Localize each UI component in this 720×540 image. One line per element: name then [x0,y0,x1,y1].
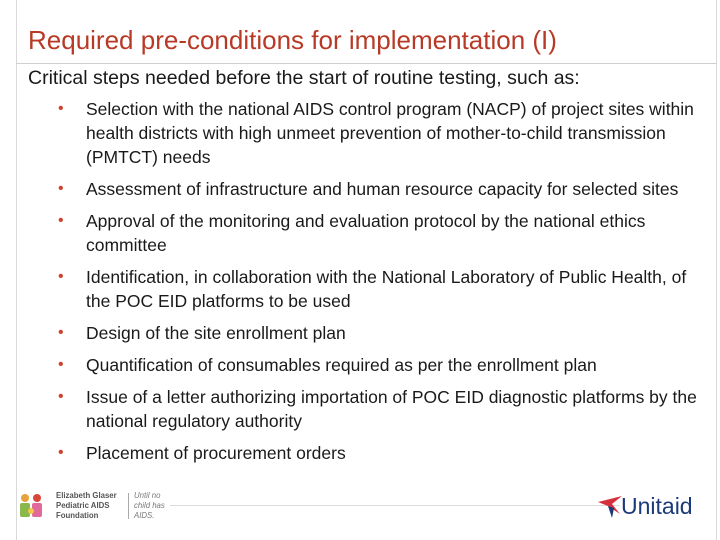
slide-subtitle: Critical steps needed before the start of routine testing, such as: [28,67,580,89]
bullet-icon: • [58,388,64,405]
bullet-icon: • [58,180,64,197]
egpaf-name-line: Pediatric AIDS [56,501,110,510]
unitaid-logo [596,490,712,524]
title-divider [16,63,717,64]
egpaf-logo [16,491,216,527]
bullet-item [58,321,698,345]
egpaf-name [56,491,136,521]
egpaf-divider [128,493,129,519]
slide-title: Required pre-conditions for implementation (I) [28,25,557,55]
bullet-icon: • [58,444,64,461]
egpaf-tagline-line: Until no [134,491,161,500]
bullet-icon: • [58,212,64,229]
bullet-icon: • [58,324,64,341]
bullet-item [58,353,698,377]
egpaf-tagline-line: child has [134,501,165,510]
bullet-item [58,385,698,433]
bullet-list [58,97,698,473]
bullet-text: Approval of the monitoring and evaluation protocol by the national ethics committee [86,211,646,255]
bullet-item [58,97,698,169]
bullet-text: Placement of procurement orders [86,443,346,463]
bullet-item [58,209,698,257]
bullet-text: Selection with the national AIDS control program (NACP) of project sites within health districts with high unmeet prevention of mother-to-child transmission (PMTCT) needs [86,99,694,167]
unitaid-wordmark: Unitaid [621,493,693,519]
bullet-item [58,441,698,465]
egpaf-tagline-line: AIDS. [134,511,155,520]
bullet-text: Identification, in collaboration with the National Laboratory of Public Health, of the POC EID platforms to be used [86,267,687,311]
bullet-text: Assessment of infrastructure and human resource capacity for selected sites [86,179,679,199]
bullet-icon: • [58,268,64,285]
bullet-item [58,265,698,313]
footer-divider [170,505,620,506]
bullet-text: Issue of a letter authorizing importation of POC EID diagnostic platforms by the national regulatory authority [86,387,697,431]
bullet-item [58,177,698,201]
bullet-icon: • [58,100,64,117]
bullet-text: Quantification of consumables required as per the enrollment plan [86,355,597,375]
bullet-icon: • [58,356,64,373]
egpaf-name-line: Foundation [56,511,99,520]
egpaf-emblem-icon [16,491,46,521]
right-border-line [716,0,717,540]
egpaf-name-line: Elizabeth Glaser [56,491,117,500]
left-border-line [16,0,17,540]
egpaf-tagline [134,491,194,521]
bullet-text: Design of the site enrollment plan [86,323,346,343]
